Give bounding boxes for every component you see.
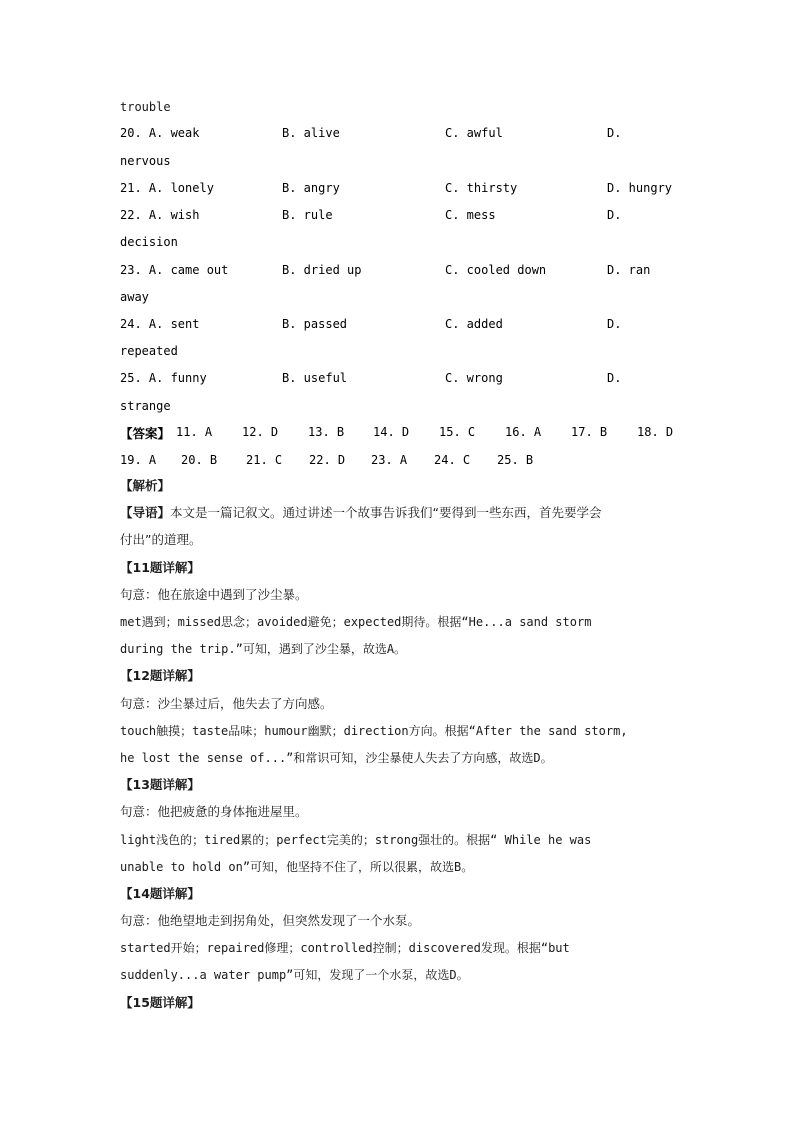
option-c: C. mess: [445, 208, 496, 222]
section-heading: 【13题详解】: [120, 777, 200, 792]
option-d-wrap: strange: [120, 399, 171, 413]
section-line: during the trip.”可知，遇到了沙尘暴，故选A。: [120, 642, 407, 656]
option-c: C. awful: [445, 126, 503, 140]
answer-item: 12. D: [242, 425, 279, 439]
answer-item: 22. D: [309, 453, 346, 467]
section-heading: 【14题详解】: [120, 886, 200, 901]
answer-item: 15. C: [439, 425, 476, 439]
option-b: B. angry: [282, 181, 340, 195]
section-line: he lost the sense of...”和常识可知，沙尘暴使人失去了方向感，故选D。: [120, 751, 553, 765]
answer-item: 16. A: [505, 425, 542, 439]
option-d-wrap: decision: [120, 235, 178, 249]
section-sentence: 句意：沙尘暴过后，他失去了方向感。: [120, 696, 333, 711]
option-b: B. alive: [282, 126, 340, 140]
section-line: unable to hold on”可知，他坚持不住了，所以很累，故选B。: [120, 860, 474, 874]
option-a: 21. A. lonely: [120, 181, 214, 195]
intro-paragraph-cont: 付出”的道理。: [120, 532, 202, 547]
option-d: D. ran: [607, 263, 651, 277]
option-a: 25. A. funny: [120, 371, 207, 385]
section-line: touch触摸；taste品味；humour幽默；direction方向。根据“After the sand storm,: [120, 724, 628, 738]
intro-paragraph: [120, 505, 602, 521]
section-heading: 【12题详解】: [120, 668, 200, 683]
intro-label: 【导语】: [120, 505, 171, 520]
option-d-wrap: away: [120, 290, 149, 304]
section-line: met遇到；missed思念；avoided避免；expected期待。根据“He...a sand storm: [120, 615, 592, 629]
option-d: D. hungry: [607, 181, 673, 195]
answer-item: 24. C: [434, 453, 471, 467]
option-d-wrap: nervous: [120, 154, 171, 168]
intro-text: 本文是一篇记叙文。通过讲述一个故事告诉我们“要得到一些东西，首先要学会: [170, 505, 602, 520]
answer-item: 14. D: [373, 425, 410, 439]
answer-item: 19. A: [120, 453, 157, 467]
option-d-wrap: repeated: [120, 344, 178, 358]
option-a: 24. A. sent: [120, 317, 200, 331]
section-line: light浅色的；tired累的；perfect完美的；strong强壮的。根据“ While he was: [120, 833, 592, 847]
option-d: D.: [607, 126, 622, 140]
section-line: suddenly...a water pump”可知，发现了一个水泵，故选D。: [120, 968, 469, 982]
option-b: B. rule: [282, 208, 333, 222]
option-b: B. passed: [282, 317, 348, 331]
answer-item: 21. C: [246, 453, 283, 467]
section-line: started开始；repaired修理；controlled控制；discovered发现。根据“but: [120, 941, 570, 955]
option-a: 22. A. wish: [120, 208, 200, 222]
option-d: D.: [607, 317, 622, 331]
answer-item: 23. A: [371, 453, 408, 467]
section-sentence: 句意：他在旅途中遇到了沙尘暴。: [120, 587, 308, 602]
answer-item: 13. B: [308, 425, 345, 439]
option-a: 23. A. came out: [120, 263, 229, 277]
option-a: 20. A. weak: [120, 126, 200, 140]
analysis-heading: 【解析】: [120, 478, 171, 493]
answer-item: 11. A: [176, 425, 213, 439]
option-b: B. useful: [282, 371, 348, 385]
option-c: C. cooled down: [445, 263, 547, 277]
section-sentence: 句意：他绝望地走到拐角处，但突然发现了一个水泵。: [120, 913, 421, 928]
section-heading: 【11题详解】: [120, 560, 200, 575]
section-heading: 【15题详解】: [120, 995, 200, 1010]
answer-item: 20. B: [181, 453, 218, 467]
option-b: B. dried up: [282, 263, 362, 277]
option-c: C. thirsty: [445, 181, 518, 195]
answer-item: 17. B: [571, 425, 608, 439]
option-c: C. added: [445, 317, 503, 331]
wrapped-option-text: trouble: [120, 100, 171, 114]
answer-item: 18. D: [637, 425, 674, 439]
option-d: D.: [607, 208, 622, 222]
section-sentence: 句意：他把疲惫的身体拖进屋里。: [120, 804, 308, 819]
answer-item: 25. B: [497, 453, 534, 467]
answer-label: 【答案】: [120, 426, 171, 441]
option-d: D.: [607, 371, 622, 385]
option-c: C. wrong: [445, 371, 503, 385]
